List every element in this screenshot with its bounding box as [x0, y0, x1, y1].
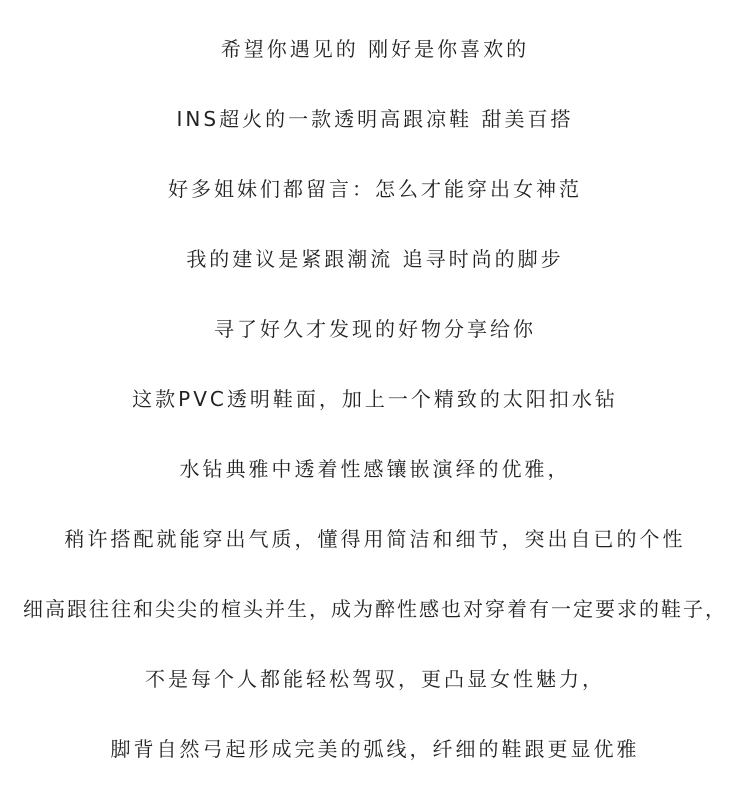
- text-line-6: 这款PVC透明鞋面，加上一个精致的太阳扣水钻: [132, 387, 618, 411]
- text-line-4: 我的建议是紧跟潮流 追寻时尚的脚步: [186, 247, 564, 271]
- text-line-9: 细高跟往往和尖尖的楦头并生，成为醉性感也对穿着有一定要求的鞋子，: [23, 597, 727, 621]
- text-line-5: 寻了好久才发现的好物分享给你: [214, 317, 536, 341]
- text-line-7: 水钻典雅中透着性感镶嵌演绎的优雅，: [179, 457, 571, 481]
- text-line-1: 希望你遇见的 刚好是你喜欢的: [220, 37, 530, 61]
- text-line-11: 脚背自然弓起形成完美的弧线，纤细的鞋跟更显优雅: [110, 737, 640, 761]
- text-line-8: 稍许搭配就能穿出气质，懂得用简洁和细节，突出自已的个性: [64, 527, 686, 551]
- text-line-3: 好多姐妹们都留言：怎么才能穿出女神范: [168, 177, 582, 201]
- text-line-2: INS超火的一款透明高跟凉鞋 甜美百搭: [176, 107, 574, 131]
- text-line-10: 不是每个人都能轻松驾驭，更凸显女性魅力，: [145, 667, 605, 691]
